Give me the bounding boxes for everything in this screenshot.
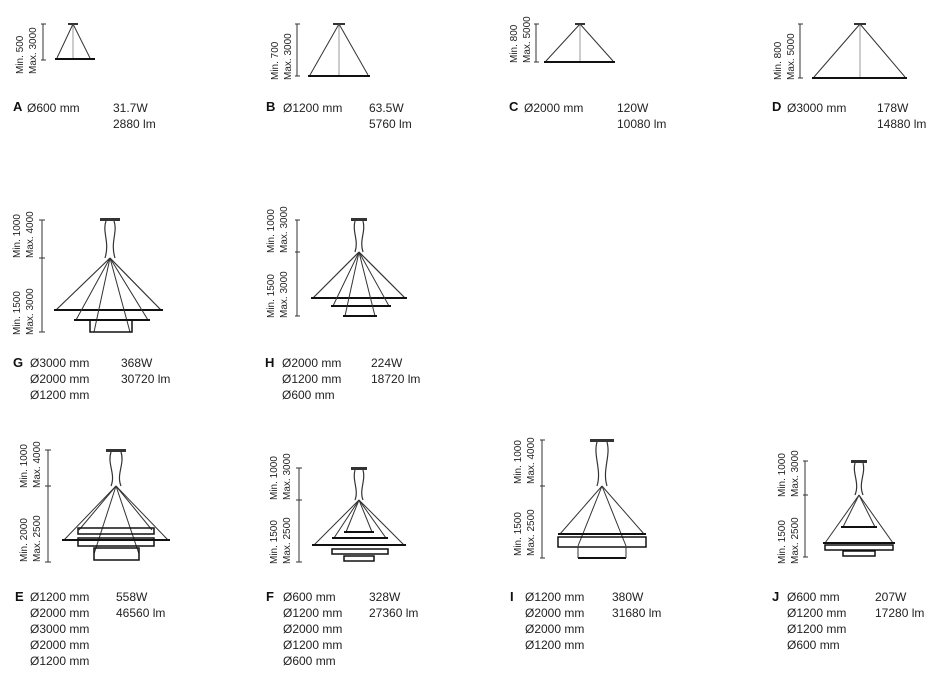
- specs: [369, 589, 418, 621]
- power-value: 380W: [612, 590, 644, 604]
- lower-max-label: Max. 2500: [526, 509, 537, 556]
- height-min-label: Min. 800: [509, 24, 520, 63]
- lumen-value: 18720 lm: [371, 372, 421, 386]
- lower-max-label: Max. 2500: [790, 517, 801, 564]
- lower-min-label: Min. 1500: [269, 520, 280, 564]
- lumen-value: 17280 lm: [875, 606, 925, 620]
- variant-letter: J: [772, 589, 780, 604]
- variant-letter: G: [13, 355, 24, 370]
- lumen-value: 5760 lm: [369, 117, 412, 131]
- upper-max-label: Max. 3000: [282, 453, 293, 500]
- height-min-label: Min. 800: [773, 41, 784, 80]
- power-value: 558W: [116, 590, 148, 604]
- power-value: 328W: [369, 590, 401, 604]
- lower-max-label: Max. 3000: [25, 288, 36, 335]
- height-min-label: Min. 500: [15, 35, 26, 74]
- diameter-list: Ø2000 mm: [524, 101, 584, 115]
- power-value: 178W: [877, 101, 909, 115]
- specs: [877, 100, 926, 132]
- lamp-drawing-c: [533, 18, 623, 68]
- variant-letter: B: [266, 99, 276, 114]
- height-min-label: Min. 700: [270, 41, 281, 80]
- lower-max-label: Max. 2500: [282, 517, 293, 564]
- upper-max-label: Max. 3000: [790, 450, 801, 497]
- specs: [369, 100, 412, 132]
- upper-min-label: Min. 1000: [513, 440, 524, 484]
- specs: [121, 355, 170, 387]
- lumen-value: 31680 lm: [612, 606, 662, 620]
- upper-max-label: Max. 4000: [526, 437, 537, 484]
- lamp-drawing-d: [797, 18, 917, 82]
- specs: [116, 589, 165, 621]
- variant-letter: H: [265, 355, 275, 370]
- specs: [113, 100, 156, 132]
- variant-letter: C: [509, 99, 519, 114]
- height-max-label: Max. 5000: [786, 33, 797, 80]
- lower-min-label: Min. 2000: [19, 518, 30, 562]
- upper-min-label: Min. 1000: [12, 214, 23, 258]
- upper-max-label: Max. 3000: [279, 206, 290, 253]
- lamp-drawing-e: [44, 444, 174, 570]
- power-value: 63.5W: [369, 101, 404, 115]
- variant-letter: E: [15, 589, 24, 604]
- lamp-drawing-i: [540, 434, 660, 564]
- variant-letter: A: [13, 99, 23, 114]
- diameter-list: Ø3000 mm Ø2000 mm Ø1200 mm: [30, 356, 90, 402]
- diameter-list: Ø3000 mm: [787, 101, 847, 115]
- specs: [617, 100, 666, 132]
- lower-min-label: Min. 1500: [777, 520, 788, 564]
- diameter-list: Ø1200 mm Ø2000 mm Ø3000 mm Ø2000 mm Ø1200 mm: [30, 590, 90, 668]
- lower-min-label: Min. 1500: [266, 274, 277, 318]
- upper-min-label: Min. 1000: [777, 453, 788, 497]
- lamp-drawing-f: [296, 462, 411, 570]
- lower-max-label: Max. 3000: [279, 271, 290, 318]
- power-value: 368W: [121, 356, 153, 370]
- power-value: 207W: [875, 590, 907, 604]
- lumen-value: 2880 lm: [113, 117, 156, 131]
- lumen-value: 46560 lm: [116, 606, 166, 620]
- upper-min-label: Min. 1000: [19, 444, 30, 488]
- lamp-drawing-j: [803, 455, 913, 565]
- lower-min-label: Min. 1500: [513, 512, 524, 556]
- power-value: 31.7W: [113, 101, 148, 115]
- upper-max-label: Max. 4000: [32, 441, 43, 488]
- variant-letter: D: [772, 99, 782, 114]
- upper-max-label: Max. 4000: [25, 211, 36, 258]
- diameter-list: Ø600 mm Ø1200 mm Ø2000 mm Ø1200 mm Ø600 mm: [283, 590, 343, 668]
- power-value: 120W: [617, 101, 649, 115]
- lumen-value: 27360 lm: [369, 606, 419, 620]
- diameter-list: Ø600 mm Ø1200 mm Ø1200 mm Ø600 mm: [787, 590, 847, 652]
- lumen-value: 10080 lm: [617, 117, 667, 131]
- specs: [371, 355, 420, 387]
- lower-max-label: Max. 2500: [32, 515, 43, 562]
- lamp-drawing-b: [294, 18, 384, 80]
- diameter-list: Ø600 mm: [27, 101, 80, 115]
- height-max-label: Max. 3000: [283, 33, 294, 80]
- upper-min-label: Min. 1000: [269, 456, 280, 500]
- variant-letter: I: [510, 589, 514, 604]
- diameter-list: Ø2000 mm Ø1200 mm Ø600 mm: [282, 356, 342, 402]
- power-value: 224W: [371, 356, 403, 370]
- variant-letter: F: [266, 589, 274, 604]
- lamp-drawing-a: [40, 18, 110, 66]
- specs: [875, 589, 924, 621]
- lumen-value: 14880 lm: [877, 117, 927, 131]
- lower-min-label: Min. 1500: [12, 291, 23, 335]
- height-max-label: Max. 3000: [28, 27, 39, 74]
- lamp-drawing-g: [38, 212, 178, 342]
- height-max-label: Max. 5000: [522, 16, 533, 63]
- diameter-list: Ø1200 mm: [283, 101, 343, 115]
- lumen-value: 30720 lm: [121, 372, 171, 386]
- diameter-list: Ø1200 mm Ø2000 mm Ø2000 mm Ø1200 mm: [525, 590, 585, 652]
- specs: [612, 589, 661, 621]
- lamp-drawing-h: [295, 212, 415, 322]
- upper-min-label: Min. 1000: [266, 209, 277, 253]
